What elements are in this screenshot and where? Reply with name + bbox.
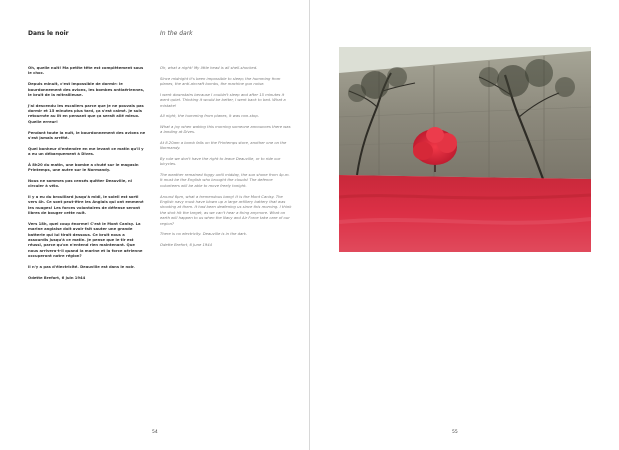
french-paragraph: Depuis minuit, c'est impossible de dormir: le bourdonnement des avions, les bombes antiaériennes, le bruit de la mitrailleuse.	[28, 82, 145, 97]
english-paragraph: By rule we don't have the right to leave Deauville, or to ride our bicycles.	[160, 156, 281, 167]
french-paragraph: J'ai descendu les escaliers parce que je ne pouvais pas dormir et 15 minutes plus tard, ça s'est calmé. Je suis retournée au lit en pensant que ça serait allé mieux. Quelle erreur!	[28, 103, 144, 124]
french-paragraph: À 8h20 du matin, une bombe a chuté sur le magasin Printemps, une autre sur le Normandy.	[28, 162, 139, 173]
french-paragraph: Vers 18h, quel coup énorme! C'est le Mont Canisy. La marine anglaise doit avoir fait sauter une grande batterie qui lui tirait dessous. Ce bruit nous a assourdis jusqu'à ce matin. Je pense que le tir est réussi, parce qu'on n'entend rien maintenant. Que nous arrivera-t-il quand la marine et la force aérienne occuperont notre région?	[28, 221, 143, 259]
french-paragraph: Pendant toute la nuit, le bourdonnement des avions ne s'est jamais arrêté.	[28, 130, 146, 140]
english-paragraph: Since midnight it's been impossible to sleep; the humming from planes, the anti-aircraft bombs, the machine gun noise.	[160, 76, 281, 87]
english-column	[160, 30, 292, 254]
english-paragraph: At 8.20am a bomb falls on the Printemps store, another one on the Normandy.	[160, 140, 287, 151]
french-paragraph: Il n'y a pas d'électricité. Deauville est dans le noir.	[28, 264, 135, 269]
page-number-left: 54	[152, 430, 158, 435]
french-paragraph: Oh, quelle nuit! Ma petite tête est complètement sous le choc.	[28, 66, 144, 76]
english-heading: In the dark	[160, 30, 193, 37]
page-number-right: 55	[452, 430, 458, 435]
right-page	[310, 0, 619, 450]
english-paragraph: Oh, what a night! My little head is all shell-shocked.	[160, 66, 258, 70]
english-paragraph: I went downstairs because I couldn't sleep and after 15 minutes it went quiet. Thinking it would be better, I went back to bed. What a mistake!	[160, 92, 286, 108]
french-paragraph: Il y a eu du brouillard jusqu'à midi, le soleil est sorti vers 4h. Ce sont peut-être les Anglais qui ont emmené les nuages! Les forces volontaires de défense seront libres de bouger cette nuit.	[28, 194, 144, 216]
french-paragraph: Nous ne sommes pas censés quitter Deauville, ni circuler à vélo.	[28, 178, 132, 189]
english-signature: Odette Brefort, 6 June 1944	[160, 242, 212, 247]
english-paragraph: There is no electricity. Deauville is in the dark.	[160, 232, 248, 237]
left-page	[0, 0, 309, 450]
french-signature: Odette Brefort, 6 juin 1944	[28, 275, 86, 280]
english-paragraph: The weather remained foggy until midday, the sun shone from 4p.m. It must be the English who brought the clouds! The defence volunteers will be able to move freely tonight.	[160, 173, 290, 188]
english-paragraph: What a joy when waking this morning someone announces there was a landing at Dives.	[160, 124, 291, 135]
photo-of-red-tree-before-concrete-wall	[339, 47, 591, 252]
english-paragraph: All night, the humming from planes, it was non-stop.	[160, 114, 259, 119]
french-paragraph: Quel bonheur d'entendre en me levant ce matin qu'il y a eu un débarquement à Dives.	[28, 146, 144, 156]
english-paragraph: Around 6pm, what a tremendous bang! It is the Mont Canisy. The English navy must have blown up a large artillery battery that was shooting at them. It had been deafening us since this morning. I think the shot hit the target, as we can't hear a thing anymore. What on earth will happen to us when the Navy and Air Force take care of our region?	[160, 194, 292, 226]
french-heading: Dans le noir	[28, 30, 69, 37]
french-column	[28, 30, 146, 286]
